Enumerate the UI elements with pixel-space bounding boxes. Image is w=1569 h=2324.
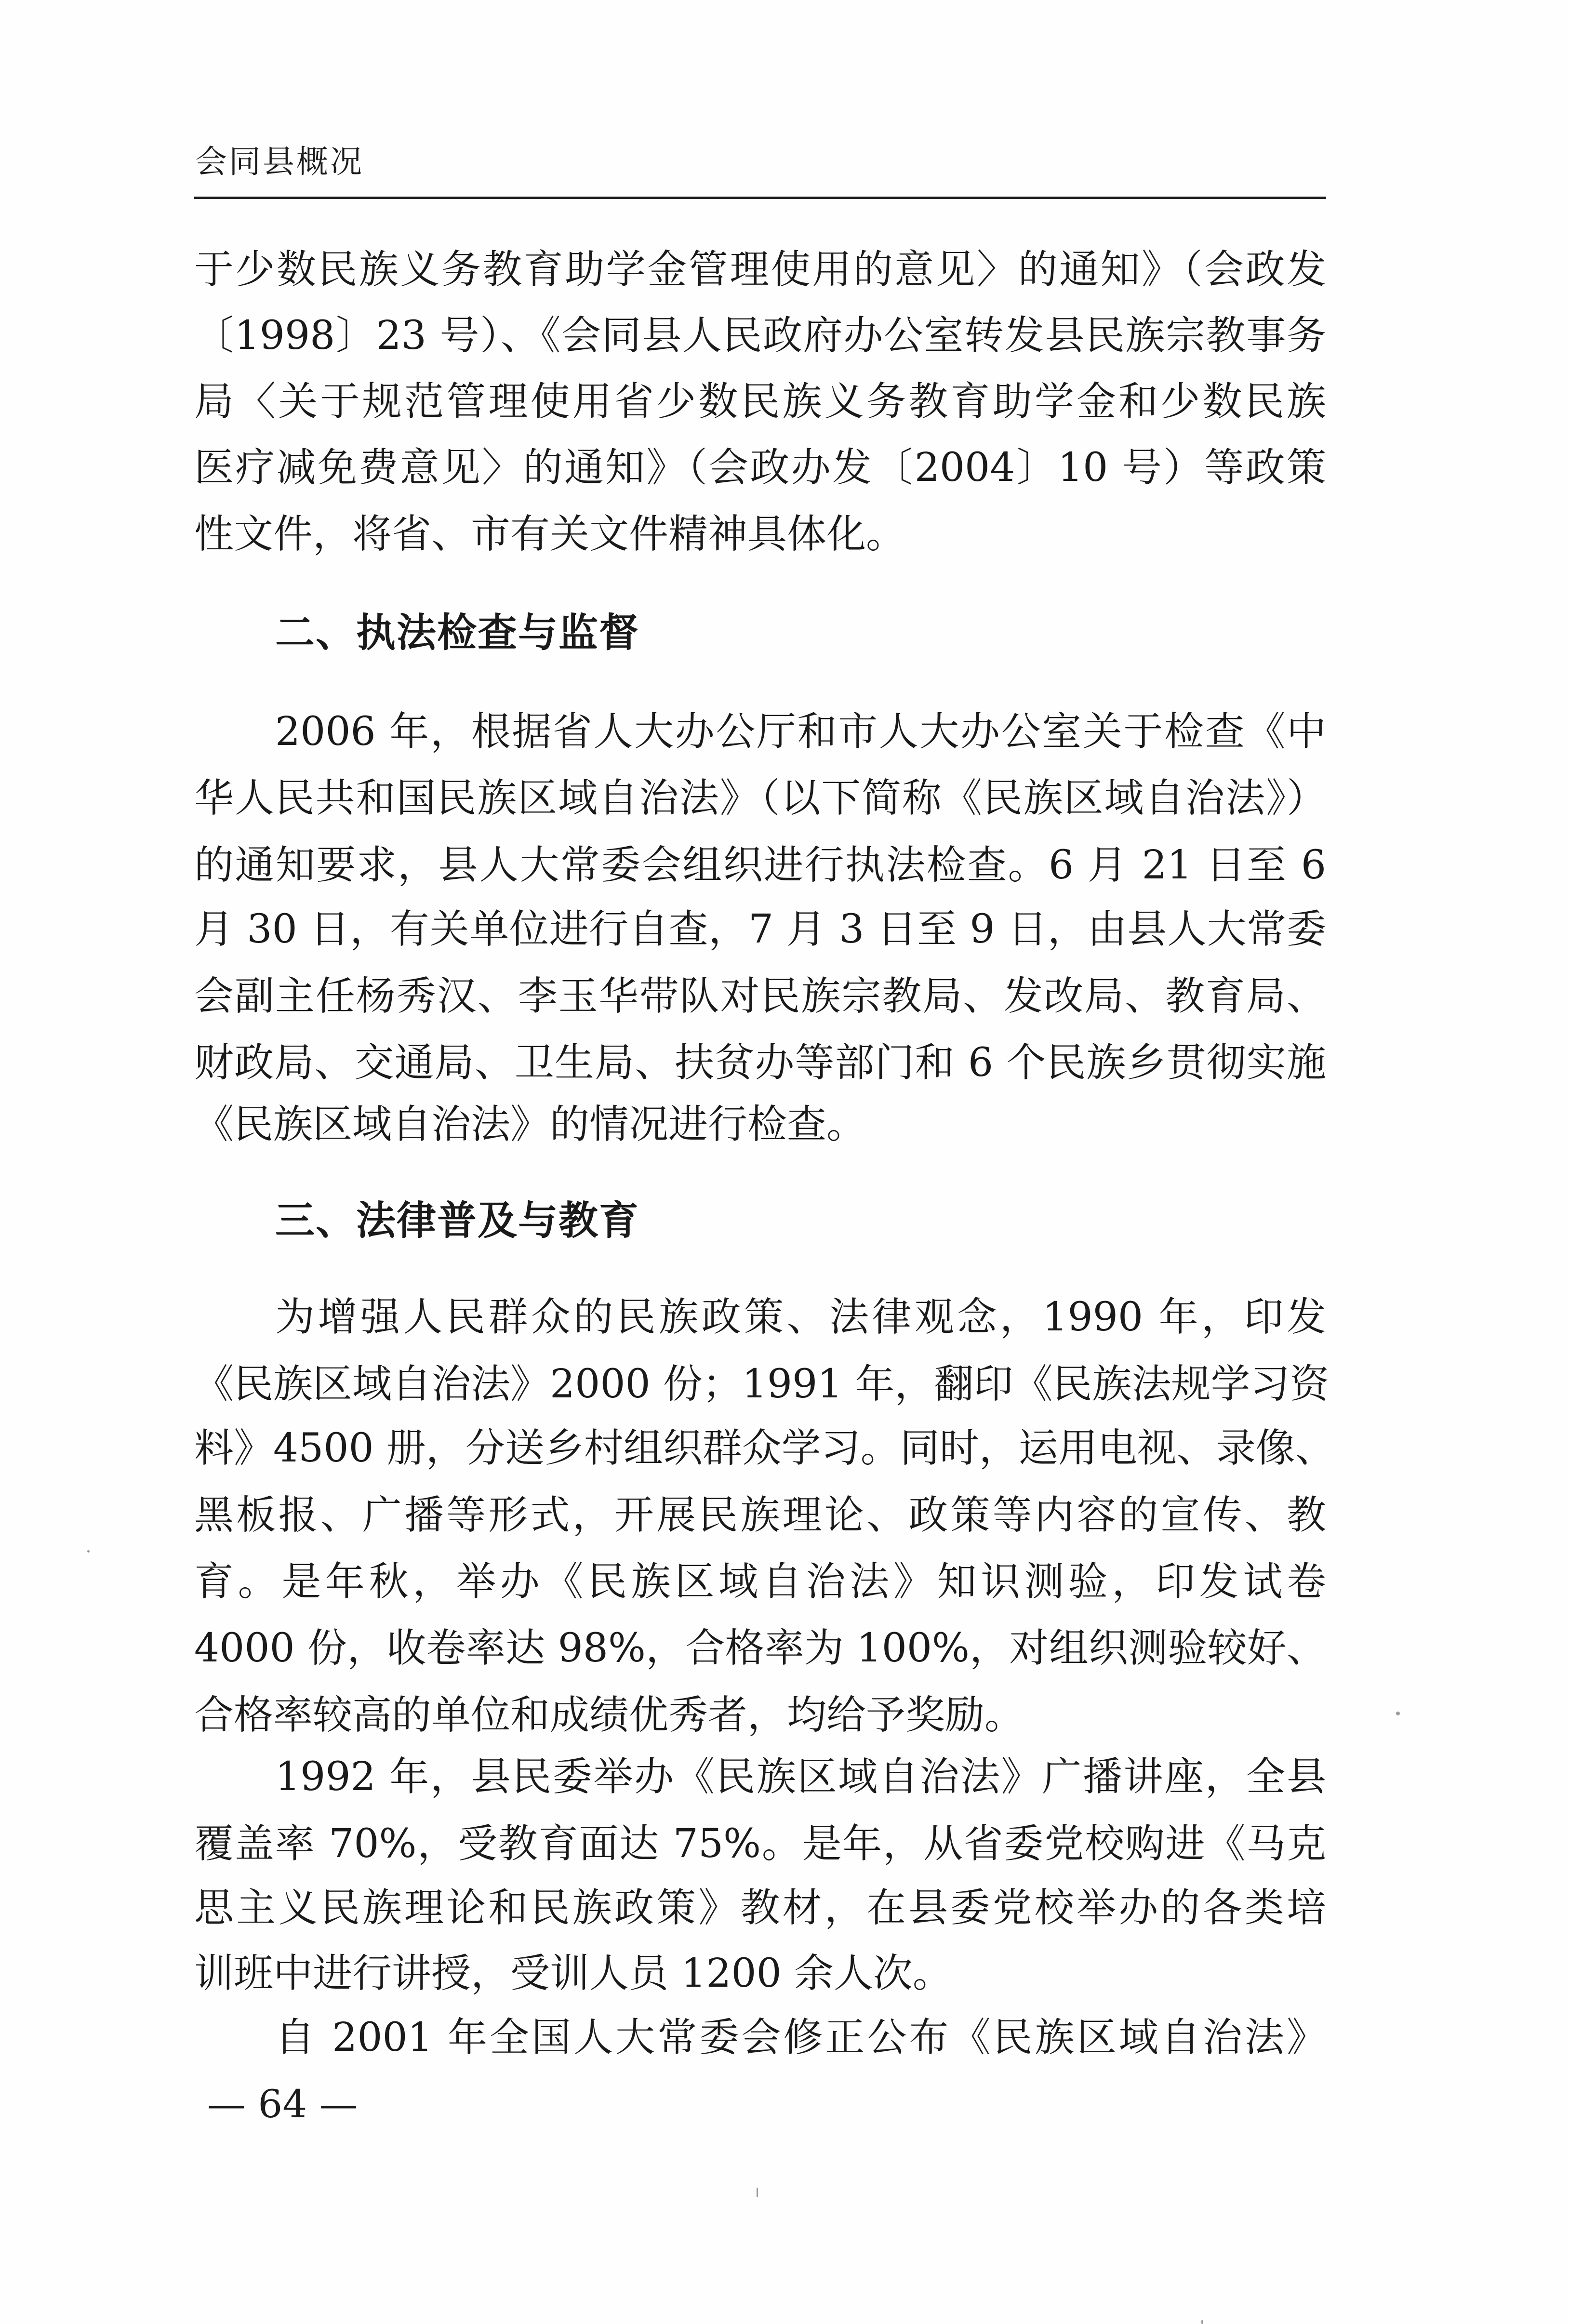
- scan-speck: [757, 2188, 758, 2197]
- text-line: 的通知要求，县人大常委会组织进行执法检查。6 月 21 日至 6: [194, 842, 1326, 888]
- scan-speck: [87, 1550, 90, 1553]
- section-heading-legal-education: 三、法律普及与教育: [275, 1198, 640, 1244]
- text-line: 于少数民族义务教育助学金管理使用的意见〉的通知》（会政发: [194, 247, 1326, 292]
- text-line: 育。是年秋，举办《民族区域自治法》知识测验，印发试卷: [194, 1559, 1326, 1605]
- text-line: 性文件，将省、市有关文件精神具体化。: [194, 511, 906, 557]
- page-number: — 64 —: [207, 2082, 358, 2126]
- text-line: 1992 年，县民委举办《民族区域自治法》广播讲座，全县: [275, 1754, 1326, 1800]
- text-line: 月 30 日，有关单位进行自查，7 月 3 日至 9 日，由县人大常委: [194, 906, 1326, 952]
- text-line: 华人民共和国民族区域自治法》（以下简称《民族区域自治法》）: [194, 775, 1326, 821]
- running-head: 会同县概况: [195, 143, 364, 180]
- text-line: 自 2001 年全国人大常委会修正公布《民族区域自治法》: [275, 2015, 1326, 2060]
- scan-speck: [1201, 2320, 1203, 2324]
- text-line: 财政局、交通局、卫生局、扶贫办等部门和 6 个民族乡贯彻实施: [194, 1040, 1326, 1086]
- text-line: 会副主任杨秀汉、李玉华带队对民族宗教局、发改局、教育局、: [194, 973, 1326, 1019]
- text-line: 覆盖率 70%，受教育面达 75%。是年，从省委党校购进《马克: [194, 1821, 1326, 1867]
- text-line: 合格率较高的单位和成绩优秀者，均给予奖励。: [194, 1692, 1024, 1738]
- text-line: 《民族区域自治法》2000 份；1991 年，翻印《民族法规学习资: [194, 1361, 1330, 1407]
- section-heading-enforcement: 二、执法检查与监督: [275, 610, 640, 656]
- text-line: 黑板报、广播等形式，开展民族理论、政策等内容的宣传、教: [194, 1492, 1326, 1538]
- scan-speck: [1396, 1712, 1400, 1715]
- text-line: 医疗减免费意见〉的通知》（会政办发〔2004〕10 号）等政策: [194, 445, 1326, 491]
- text-line: 4000 份，收卷率达 98%，合格率为 100%，对组织测验较好、: [194, 1625, 1326, 1671]
- text-line: 训班中进行讲授，受训人员 1200 余人次。: [194, 1951, 952, 1996]
- text-line: 料》4500 册，分送乡村组织群众学习。同时，运用电视、录像、: [194, 1425, 1335, 1471]
- text-line: 局〈关于规范管理使用省少数民族义务教育助学金和少数民族: [194, 379, 1326, 425]
- text-line: 思主义民族理论和民族政策》教材，在县委党校举办的各类培: [194, 1885, 1326, 1931]
- text-line: 2006 年，根据省人大办公厅和市人大办公室关于检查《中: [275, 709, 1326, 755]
- header-rule: [194, 197, 1326, 199]
- text-line: 《民族区域自治法》的情况进行检查。: [194, 1102, 866, 1147]
- text-line: 〔1998〕23 号）、《会同县人民政府办公室转发县民族宗教事务: [194, 313, 1326, 359]
- text-line: 为增强人民群众的民族政策、法律观念，1990 年，印发: [275, 1294, 1326, 1340]
